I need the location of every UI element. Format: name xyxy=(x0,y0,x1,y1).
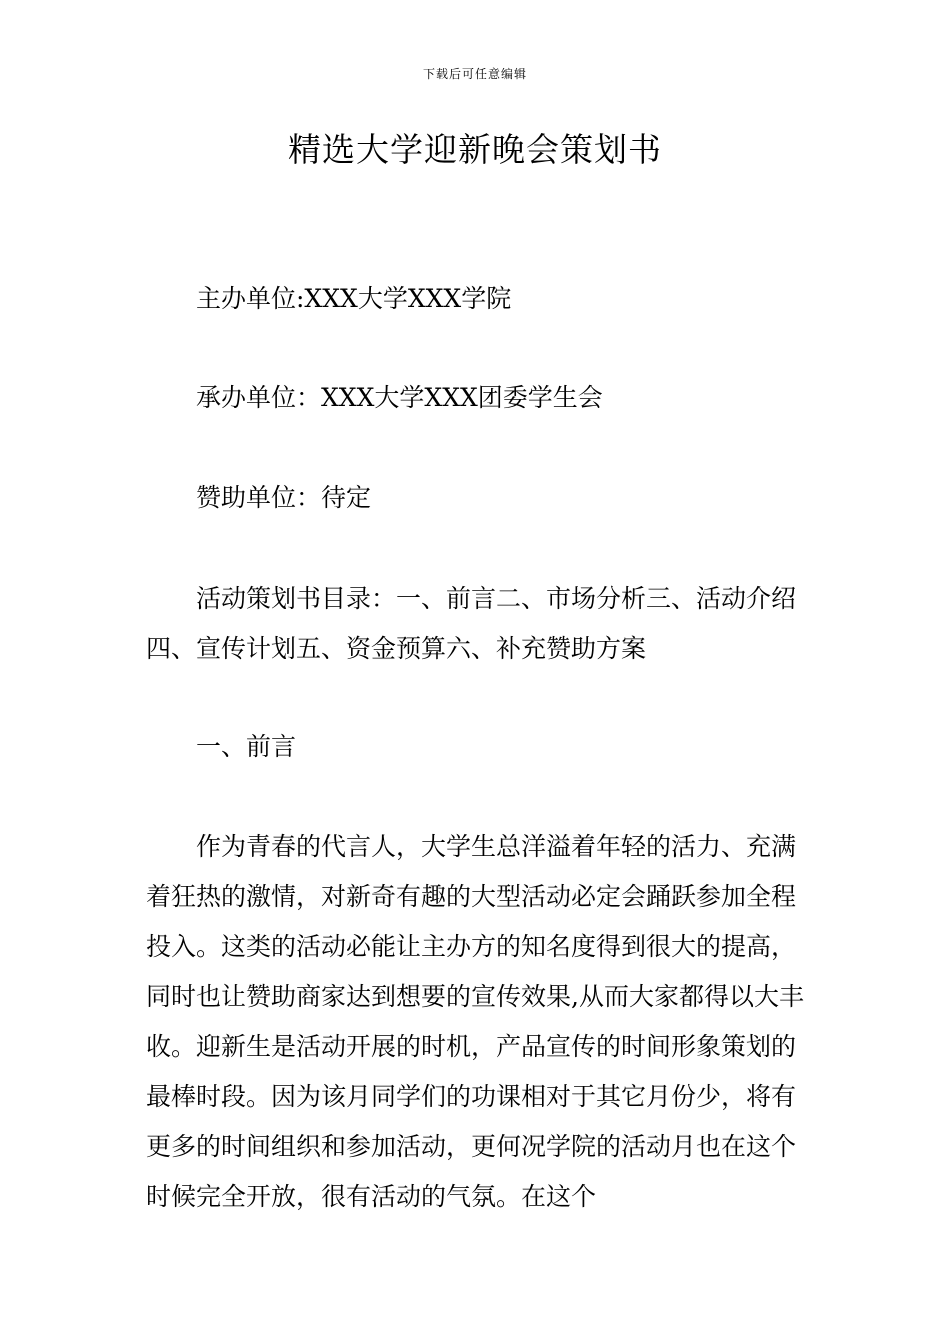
organizer-line: 主办单位:XXX大学XXX学院 xyxy=(196,284,512,313)
co-organizer-line: 承办单位：XXX大学XXX团委学生会 xyxy=(196,383,603,412)
header-note: 下载后可任意编辑 xyxy=(422,67,527,81)
document-title: 精选大学迎新晚会策划书 xyxy=(288,130,662,169)
preface-body-paragraph: 作为青春的代言人，大学生总洋溢着年轻的活力、充满着狂热的激情，对新奇有趣的大型活动必定会踊跃参加全程投入。这类的活动必能让主办方的知名度得到很大的提高，同时也让赞助商家达到想要的宣传效果,从而大家都得以大丰收。迎新生是活动开展的时机，产品宣传的时间形象策划的最棒时段。因为该月同学们的功课相对于其它月份少，将有更多的时间组织和参加活动，更何况学院的活动月也在这个时候完全开放，很有活动的气氛。在这个 xyxy=(146,832,804,1211)
section-heading-preface: 一、前言 xyxy=(196,732,297,761)
sponsor-line: 赞助单位：待定 xyxy=(196,483,372,512)
table-of-contents-paragraph: 活动策划书目录：一、前言二、市场分析三、活动介绍四、宣传计划五、资金预算六、补充赞助方案 xyxy=(146,584,797,663)
